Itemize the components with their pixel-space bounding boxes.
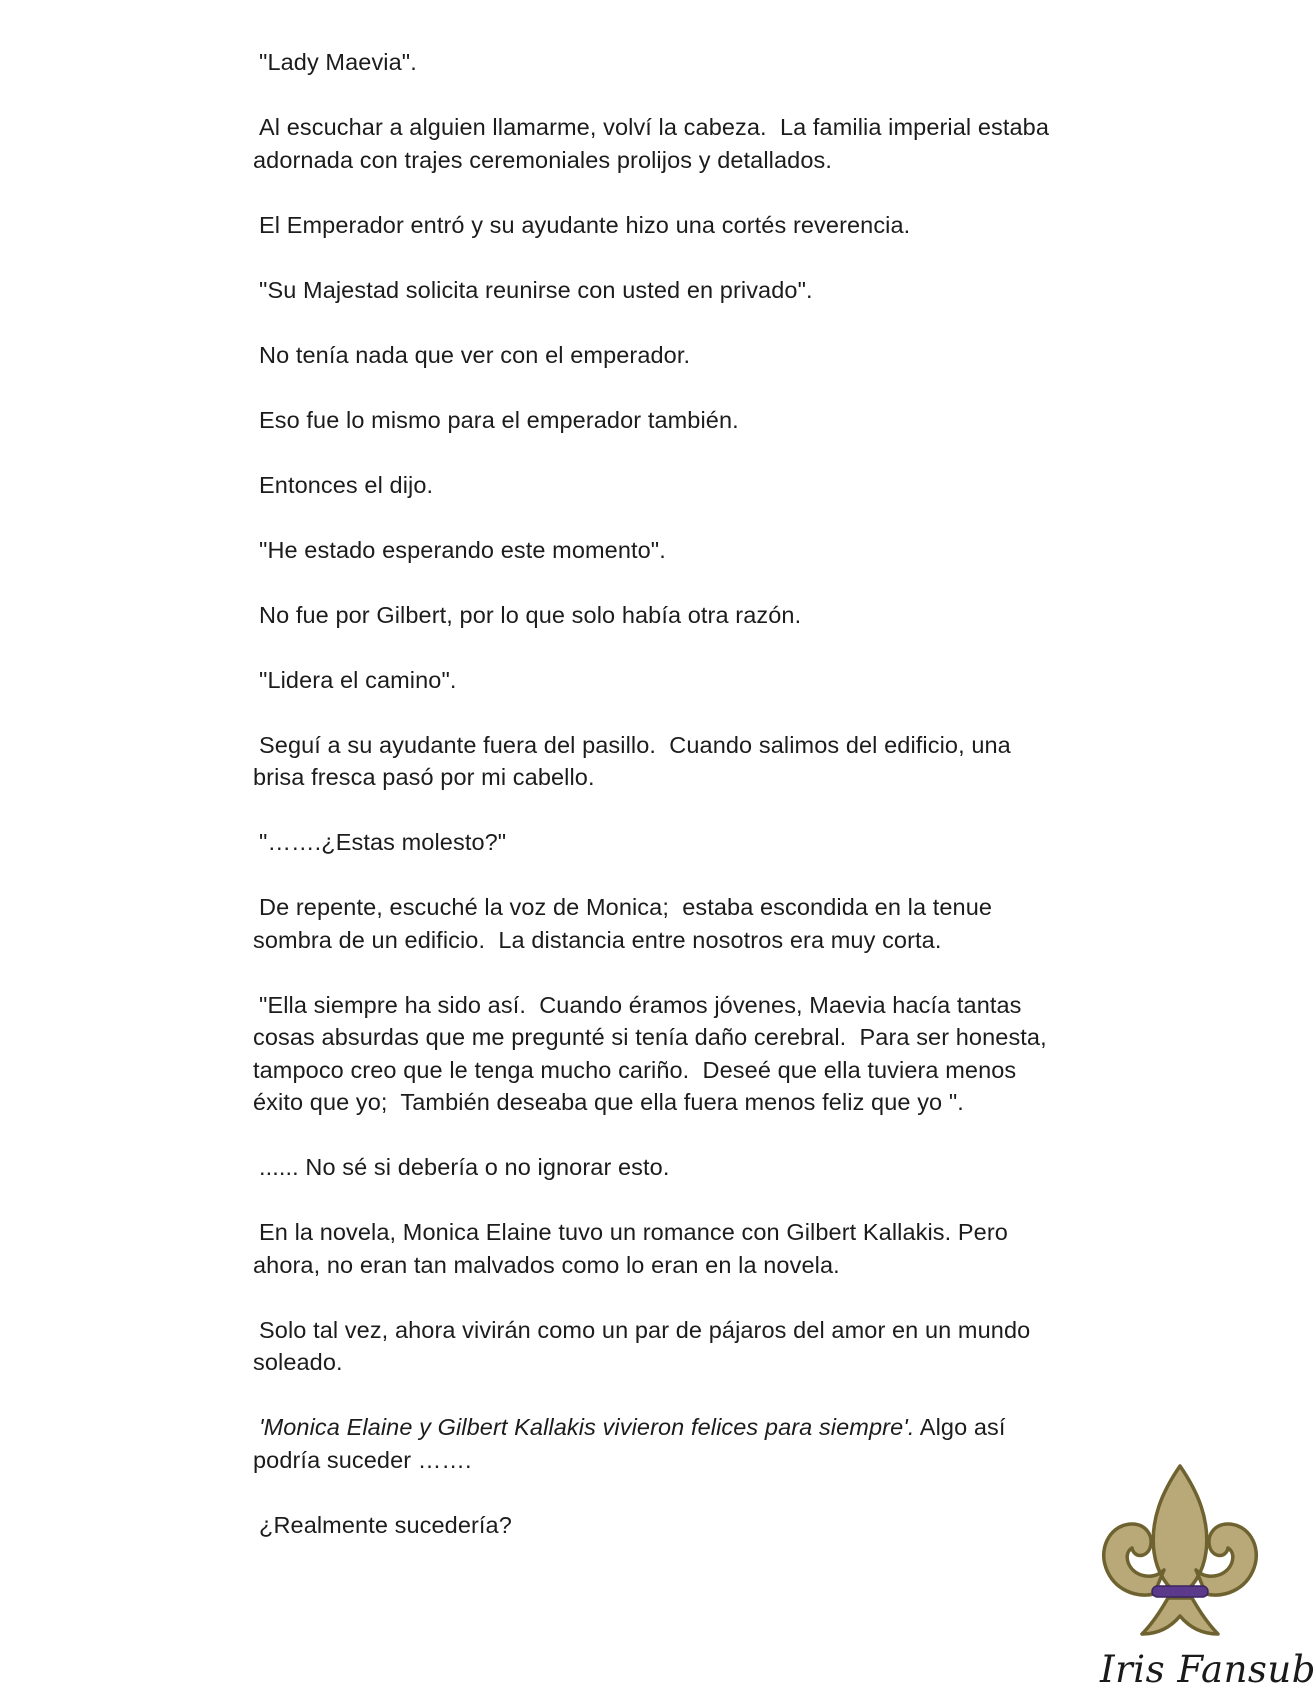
paragraph-text: El Emperador entró y su ayudante hizo una cortés reverencia. — [259, 211, 911, 238]
paragraph — [253, 404, 1053, 437]
paragraph — [253, 826, 1053, 859]
paragraph — [253, 274, 1053, 307]
paragraph-text: ¿Realmente sucedería? — [259, 1511, 512, 1538]
paragraph-text: No fue por Gilbert, por lo que solo había otra razón. — [259, 601, 802, 628]
paragraph — [253, 209, 1053, 242]
paragraph — [253, 664, 1053, 697]
paragraph-text: Eso fue lo mismo para el emperador también. — [259, 406, 739, 433]
paragraph-italic-text: 'Monica Elaine y Gilbert Kallakis vivieron felices para siempre'. — [259, 1414, 915, 1440]
paragraph — [253, 891, 1053, 956]
paragraph — [253, 989, 1053, 1119]
paragraph-text: "Ella siempre ha sido así. Cuando éramos jóvenes, Maevia hacía tantas cosas absurdas que me pregunté si tenía daño cerebral. Para ser honesta, tampoco creo que le tenga mucho cariño. Deseé que ella tuviera menos éxito que yo; También deseaba que ella fuera menos feliz que yo ". — [253, 991, 1054, 1115]
paragraph — [253, 111, 1056, 176]
paragraph — [253, 339, 1053, 372]
paragraph-text: "He estado esperando este momento". — [259, 536, 666, 563]
paragraph — [253, 1509, 1053, 1542]
fleur-de-lis-icon — [1096, 1462, 1264, 1647]
fleur-band — [1152, 1586, 1208, 1597]
watermark — [1090, 1462, 1316, 1702]
paragraph-text: "Lidera el camino". — [259, 666, 457, 693]
paragraph — [253, 1151, 1053, 1184]
paragraph-text: No tenía nada que ver con el emperador. — [259, 341, 691, 368]
paragraph-text: Solo tal vez, ahora vivirán como un par de pájaros del amor en un mundo soleado. — [253, 1316, 1037, 1375]
watermark-text: Iris Fansub — [1100, 1648, 1316, 1691]
paragraph-text: "…….¿Estas molesto?" — [259, 829, 507, 855]
paragraph — [253, 534, 1053, 567]
paragraph — [253, 729, 1053, 794]
paragraph — [253, 599, 1053, 632]
paragraph-text: "Lady Maevia". — [259, 49, 417, 75]
paragraph-text: Entonces el dijo. — [259, 471, 434, 498]
paragraph-text: ...... No sé si debería o no ignorar esto. — [259, 1154, 670, 1180]
paragraph-text: "Su Majestad solicita reunirse con usted en privado". — [259, 276, 813, 303]
paragraph-text: De repente, escuché la voz de Monica; estaba escondida en la tenue sombra de un edificio. La distancia entre nosotros era muy corta. — [253, 894, 999, 953]
paragraph — [253, 1411, 1053, 1476]
document-body — [253, 46, 1056, 1574]
paragraph-text: Al escuchar a alguien llamarme, volví la cabeza. La familia imperial estaba adornada con trajes ceremoniales prolijos y detallados. — [253, 114, 1056, 173]
paragraph — [253, 469, 1053, 502]
paragraph-text: Seguí a su ayudante fuera del pasillo. Cuando salimos del edificio, una brisa fresca pasó por mi cabello. — [253, 731, 1018, 790]
paragraph-text: Algo así podría suceder ……. — [253, 1414, 1013, 1473]
paragraph — [253, 1314, 1053, 1379]
paragraph — [253, 1216, 1053, 1281]
paragraph-text: En la novela, Monica Elaine tuvo un romance con Gilbert Kallakis. Pero ahora, no eran tan malvados como lo eran en la novela. — [253, 1219, 1015, 1278]
paragraph — [253, 46, 1053, 79]
